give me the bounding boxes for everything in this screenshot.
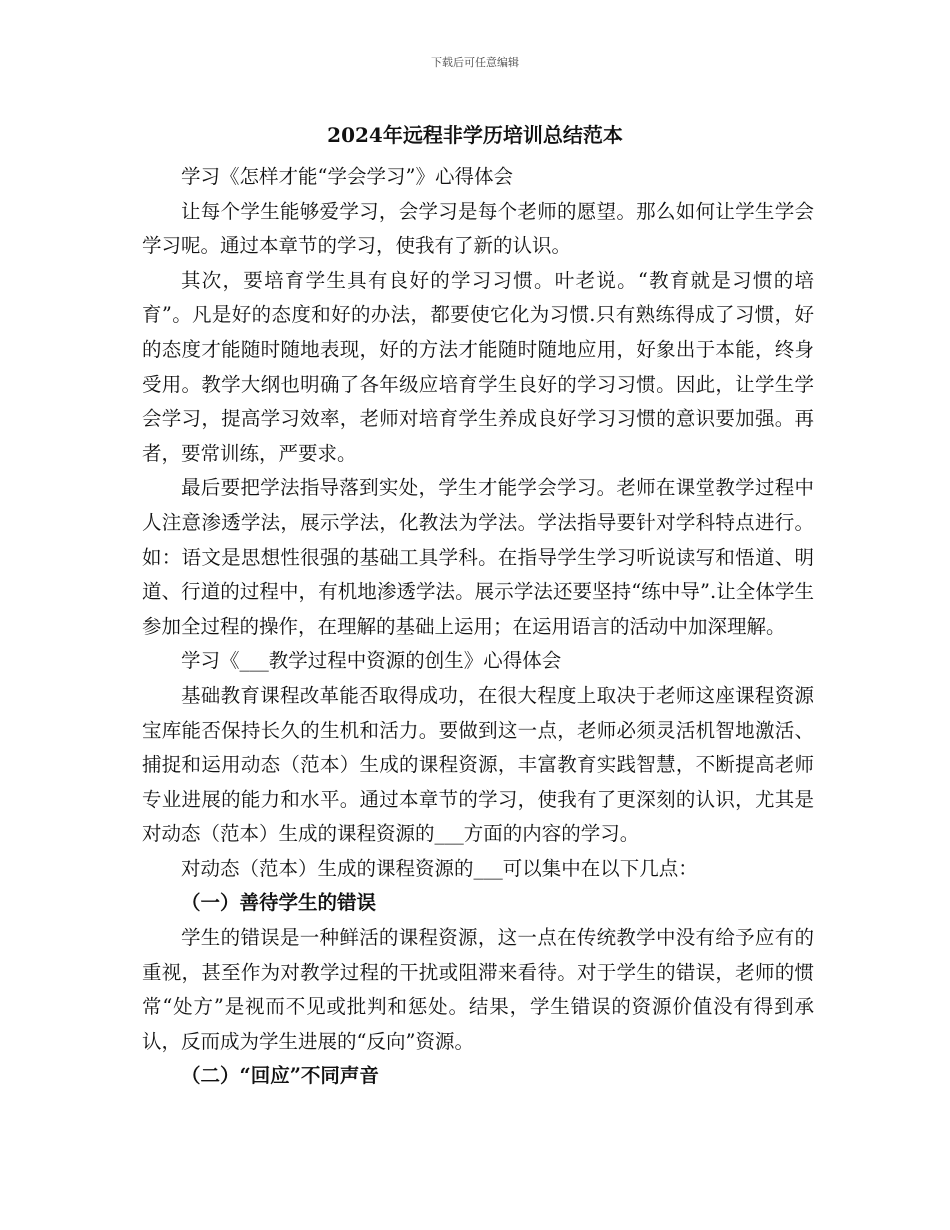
paragraph: 其次，要培育学生具有良好的学习习惯。叶老说。“教育就是习惯的培育”。凡是好的态度和好的办法，都要使它化为习惯.只有熟练得成了习惯，好的态度才能随时随地表现，好的方法才能随时随地应用，好象出于本能，终身受用。教学大纲也明确了各年级应培育学生良好的学习习惯。因此，让学生学会学习，提高学习效率，老师对培育学生养成良好学习习惯的意识要加强。再者，要常训练，严要求。 (142, 268, 814, 465)
paragraph: 对动态（范本）生成的课程资源的___可以集中在以下几点： (181, 856, 698, 880)
header-note: 下载后可任意编辑 (431, 56, 519, 69)
paragraph: 学习《怎样才能“学会学习”》心得体会 (181, 165, 513, 188)
paragraph: 让每个学生能够爱学习，会学习是每个老师的愿望。那么如何让学生学会学习呢。通过本章节的学习，使我有了新的认识。 (142, 199, 814, 258)
paragraph: 学习《___教学过程中资源的创生》心得体会 (181, 649, 562, 673)
section-heading: （一）善待学生的错误 (181, 891, 377, 915)
paragraph: 最后要把学法指导落到实处，学生才能学会学习。老师在课堂教学过程中人注意渗透学法，展示学法，化教法为学法。学法指导要针对学科特点进行。如：语文是思想性很强的基础工具学科。在指导学生学习听说读写和悟道、明道、行道的过程中，有机地渗透学法。展示学法还要坚持“练中导”.让全体学生参加全过程的操作，在理解的基础上运用；在运用语言的活动中加深理解。 (142, 476, 814, 638)
paragraph: 学生的错误是一种鲜活的课程资源，这一点在传统教学中没有给予应有的重视，甚至作为对教学过程的干扰或阻滞来看待。对于学生的错误，老师的惯常“处方”是视而不见或批判和惩处。结果，学生错误的资源价值没有得到承认，反而成为学生进展的“反向”资源。 (142, 926, 814, 1053)
document-title: 2024年远程非学历培训总结范本 (327, 123, 623, 147)
paragraph: 基础教育课程改革能否取得成功，在很大程度上取决于老师这座课程资源宝库能否保持长久的生机和活力。要做到这一点，老师必须灵活机智地激活、捕捉和运用动态（范本）生成的课程资源，丰富教育实践智慧，不断提高老师专业进展的能力和水平。通过本章节的学习，使我有了更深刻的认识，尤其是对动态（范本）生成的课程资源的___方面的内容的学习。 (142, 683, 814, 846)
document-body (142, 160, 814, 1094)
section-heading: （二）“回应”不同声音 (181, 1064, 379, 1088)
